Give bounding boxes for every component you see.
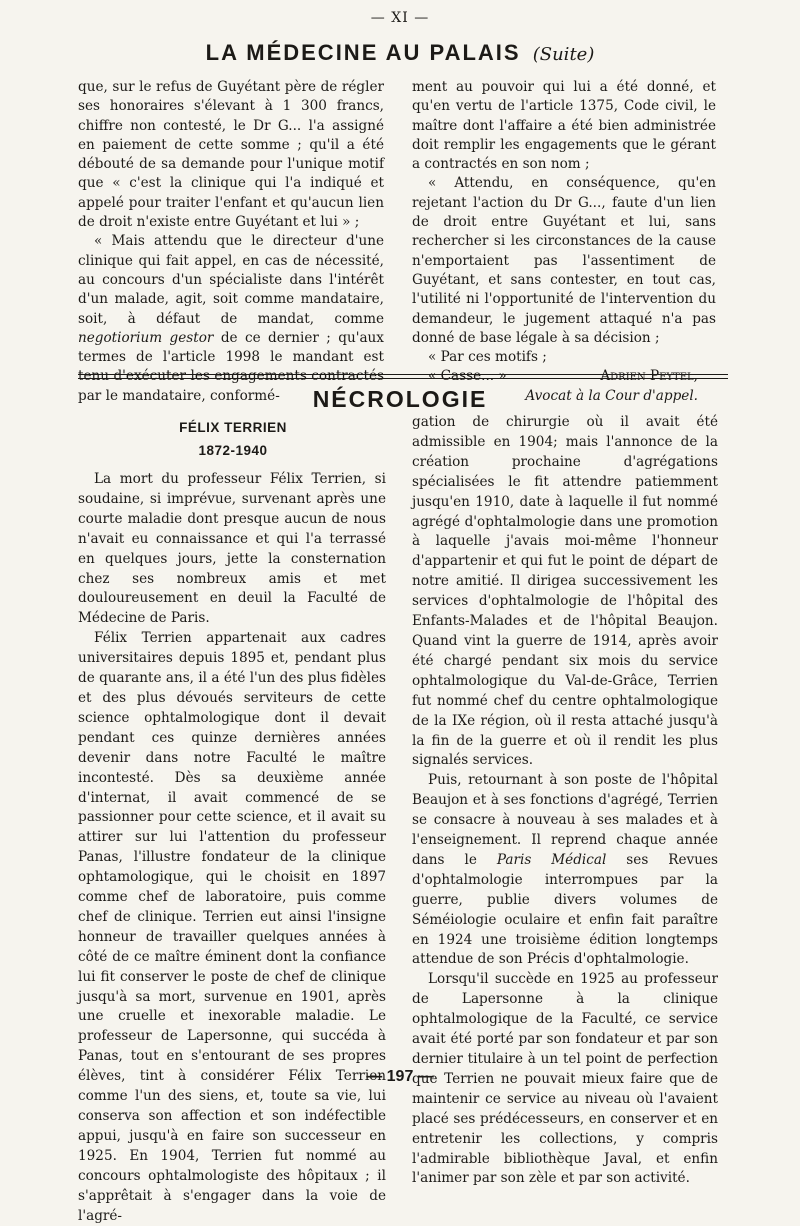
author-role: Avocat à la Cour d'appel. [525,387,698,404]
running-title-suite: (Suite) [532,44,595,65]
casse-text: « Casse... » [428,368,507,385]
paragraph: « Attendu, en conséquence, qu'en rejetant l'action du Dr G..., faute d'un lien de droit entre Guyétant et lui, sans rechercher si les circonstances de la cause n'emportaient pas l'assentiment de Guyétant, et sans contester, en tout cas, l'utilité ni l'opportunité de l'intervention du demandeur, le jugement attaqué n'a pas donné de base légale à sa décision ; [412,175,716,346]
journal-title: Paris Médical [496,851,607,868]
running-title [0,40,800,66]
roman-folio: — XI — [370,10,430,26]
running-title-text: LA MÉDECINE AU PALAIS [205,40,521,65]
paragraph: Puis, retournant à son poste de l'hôpital Beaujon et à ses fonctions d'agrégé, Terrien se consacre à nouveau à ses malades et à l'enseignement. Il reprend chaque année dans le Paris Médical ses Revues d'ophtalmologie interrompues par la guerre, publie divers volumes de Séméiologie oculaire et enfin fait paraître en 1924 une troisième édition longtemps attendue de son Précis d'ophtalmologie. [412,772,718,968]
paragraph: gation de chirurgie où il avait été admissible en 1904; mais l'annonce de la création prochaine d'agrégations spécialisées le fit attendre patiemment jusqu'en 1910, date à laquelle il fut nommé agrégé d'ophtalmologie dans une promotion à laquelle j'avais moi-même l'honneur d'appartenir et qui fut le point de départ de notre amitié. Il dirigea successivement les services d'ophtalmologie de l'hôpital des Enfants-Malades et de l'hôpital Beaujon. Quand vint la guerre de 1914, après avoir été chargé pendant six mois du service ophtalmologique du Val-de-Grâce, Terrien fut nommé chef du centre ophtalmologique de la IXe région, où il resta attaché jusqu'à la fin de la guerre et où il rendit les plus signalés services. [412,414,718,769]
continuation-right-column [412,78,716,406]
paragraph: La mort du professeur Félix Terrien, si soudaine, si imprévue, survenant après une courte maladie dont presque aucun de nous n'avait eu connaissance et qui l'a terrassé en quelques jours, jette la consternation chez ses nombreux amis et met douloureusement en deuil la Faculté de Médecine de Paris. [78,471,386,627]
obituary-left-column [78,470,386,1226]
author-name: Adrien Peytel, [600,368,698,385]
obituary-dates: 1872-1940 [198,443,268,458]
paragraph: « Par ces motifs ; [428,349,547,366]
paragraph: que, sur le refus de Guyétant père de régler ses honoraires s'élevant à 1 300 francs, chiffre non contesté, le Dr G... l'a assigné en paiement de cette somme ; qu'il a été débouté de sa demande pour l'unique motif que « c'est la clinique qui l'a indiqué et appelé pour traiter l'enfant et qu'aucun lien de droit n'existe entre Guyétant et lui » ; [78,79,384,231]
paragraph: Félix Terrien appartenait aux cadres universitaires depuis 1895 et, pendant plus de quarante ans, il a été l'un des plus fidèles et des plus dévoués serviteurs de cette science ophtalmologique dont il devait pendant ces quinze dernières années devenir dans notre Faculté le maître incontesté. Dès sa deuxième année d'internat, il avait commencé de se passionner pour cette science, et il avait su attirer sur lui l'attention du professeur Panas, l'illustre fondateur de la clinique ophtamologique, qui le choisit en 1897 comme chef de laboratoire, puis comme chef de clinique. Terrien eut ainsi l'insigne honneur de travailler quelques années à côté de ce maître éminent dont la confiance lui fit conserver le poste de chef de clinique jusqu'à sa mort, survenue en 1901, après une cruelle et inexorable maladie. Le professeur de Lapersonne, qui succéda à Panas, tout en s'entourant de ses propres élèves, tint à considérer Félix Terrien comme l'un des siens, et, toute sa vie, lui conserva son affection et son indéfectible appui, jusqu'à en faire son successeur en 1925. En 1904, Terrien fut nommé au concours ophtalmologiste des hôpitaux ; il s'apprêtait à s'engager dans la voie de l'agré- [78,630,386,1224]
page-number: — 197 — [366,1068,434,1085]
paragraph: ment au pouvoir qui lui a été donné, et qu'en vertu de l'article 1375, Code civil, le maître dont l'affaire a été bien administrée doit remplir les engagements que le gérant a contractés en son nom ; [412,79,716,173]
paragraph: « Mais attendu que le directeur d'une clinique qui fait appel, en cas de nécessité, au concours d'un spécialiste dans l'intérêt d'un malade, agit, soit comme mandataire, soit, à défaut de mandat, comme negotiorium gestor de ce dernier ; qu'aux termes de l'article 1998 le mandant est tenu d'exécuter les engagements contractés par le mandataire, conformé- [78,233,384,404]
section-title: NÉCROLOGIE [312,386,488,412]
section-divider-thin [78,378,728,379]
section-divider [78,374,728,375]
continuation-left-column [78,78,384,406]
paragraph: Lorsqu'il succède en 1925 au professeur de Lapersonne à la clinique ophtalmologique de la Faculté, ce service avait été porté par son fondateur et par son dernier titulaire à un tel point de perfection que Terrien ne pouvait mieux faire que de maintenir ce service au niveau où l'avaient placé ses prédécesseurs, en conserver et en entretenir les collections, y compris l'admirable bibliothèque Javal, et enfin l'animer par son zèle et par son activité. [412,971,718,1187]
obituary-name: FÉLIX TERRIEN [179,420,287,435]
latin-term: negotiorium gestor [78,329,214,346]
